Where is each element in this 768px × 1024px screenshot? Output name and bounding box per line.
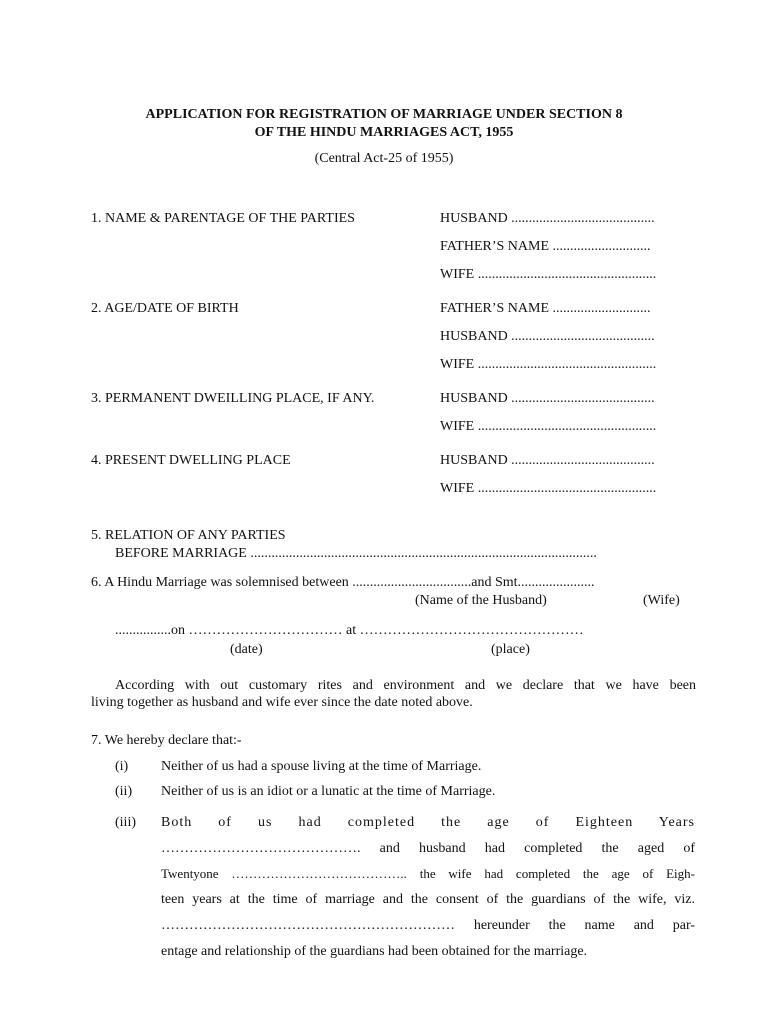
item-4-husband-field: HUSBAND ......................................... <box>440 453 655 468</box>
clause-iii-number: (iii) <box>115 815 136 830</box>
item-6-solemnised-line: 6. A Hindu Marriage was solemnised between ..................................and Smt...................... <box>91 575 595 590</box>
declaration-line1: According with out customary rites and environment and we declare that we have been <box>115 678 696 693</box>
clause-i-text: Neither of us had a spouse living at the time of Marriage. <box>161 759 482 774</box>
item-1-wife-field: WIFE ................................................... <box>440 267 657 282</box>
form-title-line1: APPLICATION FOR REGISTRATION OF MARRIAGE UNDER SECTION 8 <box>145 107 623 122</box>
item-2-fathers-name-field: FATHER’S NAME ............................ <box>440 301 651 316</box>
clause-ii-number: (ii) <box>115 784 133 799</box>
husband-name-caption: (Name of the Husband) <box>415 593 547 608</box>
clause-iii-line2: ……………………………………. and husband had completed the aged of <box>161 841 695 856</box>
wife-caption: (Wife) <box>643 593 680 608</box>
declaration-line2: living together as husband and wife ever since the date noted above. <box>91 695 473 710</box>
item-1-label: 1. NAME & PARENTAGE OF THE PARTIES <box>91 211 355 226</box>
form-subtitle: (Central Act-25 of 1955) <box>314 151 454 166</box>
item-2-husband-field: HUSBAND ......................................... <box>440 329 655 344</box>
place-caption: (place) <box>491 642 530 657</box>
clause-ii-text: Neither of us is an idiot or a lunatic at the time of Marriage. <box>161 784 496 799</box>
item-4-wife-field: WIFE ................................................... <box>440 481 657 496</box>
item-2-label: 2. AGE/DATE OF BIRTH <box>91 301 239 316</box>
item-5-before-marriage-field: BEFORE MARRIAGE ................................................................................................... <box>115 546 597 561</box>
item-3-wife-field: WIFE ................................................... <box>440 419 657 434</box>
item-5-label: 5. RELATION OF ANY PARTIES <box>91 528 286 543</box>
clause-iii-line3: Twentyone ………………………………….. the wife had completed the age of Eigh- <box>161 866 695 881</box>
clause-iii-line1: Both of us had completed the age of Eighteen Years <box>161 815 695 830</box>
clause-iii-line5: ……………………………………………………… hereunder the name and par- <box>161 918 695 933</box>
date-place-line: ................on …………………………… at ………………………………………… <box>115 623 584 638</box>
clause-iii-line6: entage and relationship of the guardians had been obtained for the marriage. <box>161 944 588 959</box>
item-1-husband-field: HUSBAND ......................................... <box>440 211 655 226</box>
item-7-heading: 7. We hereby declare that:- <box>91 733 242 748</box>
item-3-label: 3. PERMANENT DWEILLING PLACE, IF ANY. <box>91 391 375 406</box>
item-3-husband-field: HUSBAND ......................................... <box>440 391 655 406</box>
form-title-line2: OF THE HINDU MARRIAGES ACT, 1955 <box>254 125 514 140</box>
clause-i-number: (i) <box>115 759 129 774</box>
clause-iii-line4: teen years at the time of marriage and the consent of the guardians of the wife, viz. <box>161 892 695 907</box>
item-2-wife-field: WIFE ................................................... <box>440 357 657 372</box>
item-4-label: 4. PRESENT DWELLING PLACE <box>91 453 291 468</box>
item-1-fathers-name-field: FATHER’S NAME ............................ <box>440 239 651 254</box>
date-caption: (date) <box>230 642 263 657</box>
